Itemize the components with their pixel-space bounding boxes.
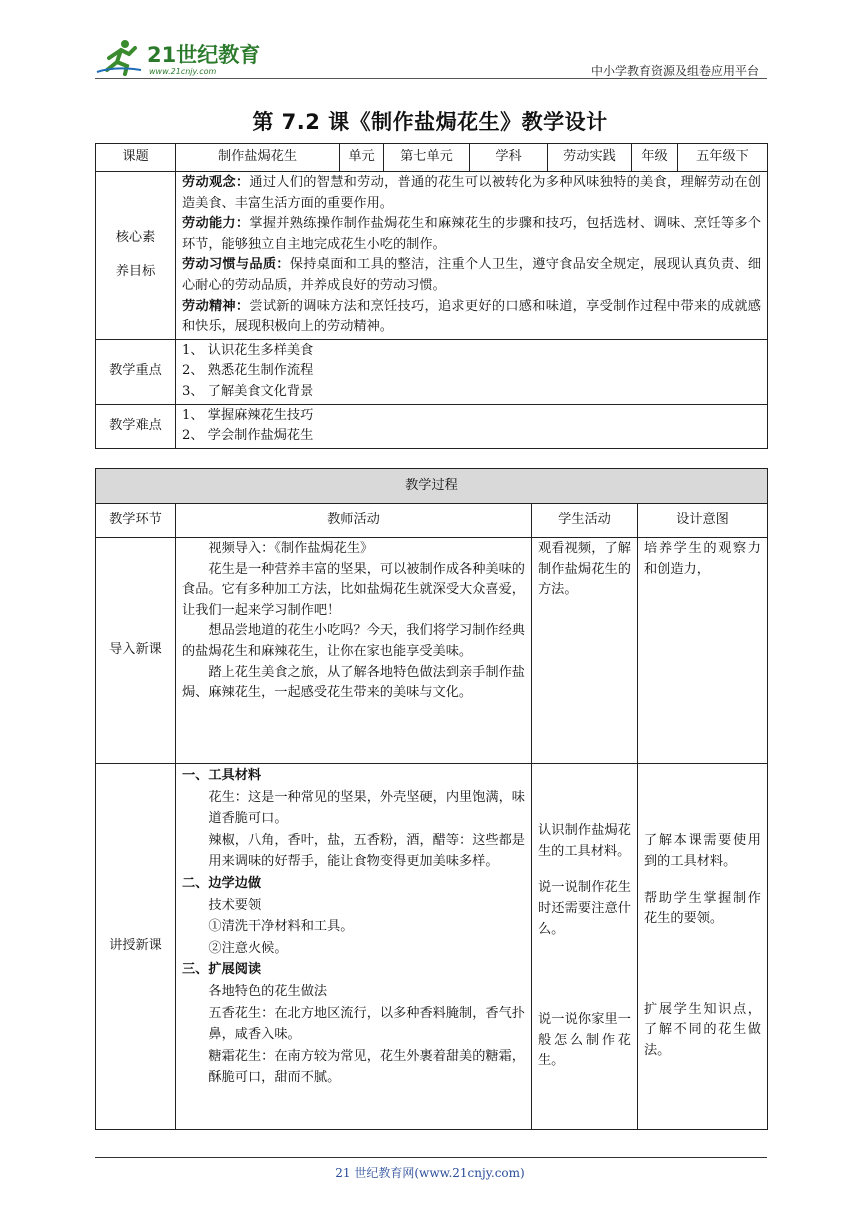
subject-label: 学科 <box>470 144 548 172</box>
site-logo <box>95 36 260 78</box>
intro-paragraph: 踏上花生美食之旅，从了解各地特色做法到亲手制作盐焗、麻辣花生，一起感受花生带来的美味与文化。 <box>182 664 525 701</box>
runner-icon <box>97 40 141 74</box>
process-columns-row <box>96 504 768 538</box>
difficulties-row <box>96 404 768 448</box>
teach-paragraph: 五香花生：在北方地区流行，以多种香料腌制，香气扑鼻，咸香入味。 <box>208 1005 525 1043</box>
teach-paragraph: ①清洗干净材料和工具。 <box>208 919 354 935</box>
goals-label: 核心素 养目标 <box>96 172 176 340</box>
intro-paragraph: 花生是一种营养丰富的坚果，可以被制作成各种美味的食品。它有多种加工方法，比如盐焗花生就深受大众喜爱，让我们一起来学习制作吧！ <box>182 561 525 618</box>
process-heading: 教学过程 <box>96 469 768 504</box>
key-point-item: 3、 了解美食文化背景 <box>182 383 314 399</box>
goals-content <box>176 172 768 340</box>
intro-intent: 培养学生的观察力和创造力， <box>638 538 768 764</box>
goal-item: 劳动精神：尝试新的调味方法和烹饪技巧，追求更好的口感和味道，享受制作过程中带来的成就感和快乐，展现积极向上的劳动精神。 <box>182 298 761 335</box>
intro-student: 观看视频，了解制作盐焗花生的方法。 <box>532 538 638 764</box>
teach-paragraph: ②注意火候。 <box>208 940 288 956</box>
intro-paragraph: 想品尝地道的花生小吃吗？今天，我们将学习制作经典的盐焗花生和麻辣花生，让你在家也能享受美味。 <box>182 623 525 659</box>
svg-text:21世纪教育: 21世纪教育 <box>147 43 260 67</box>
goal-item: 劳动观念：通过人们的智慧和劳动，普通的花生可以被转化为多种风味独特的美食，理解劳动在创造美食、丰富生活方面的重要作用。 <box>182 175 761 211</box>
student-activity: 说一说你家里一般怎么制作花生。 <box>538 1012 631 1069</box>
column-header: 学生活动 <box>532 504 638 538</box>
svg-text:www.21cnjy.com: www.21cnjy.com <box>149 67 217 76</box>
teach-paragraph: 花生：这是一种常见的坚果，外壳坚硬，内里饱满，味道香脆可口。 <box>208 789 525 827</box>
column-header: 设计意图 <box>638 504 768 538</box>
intro-teacher <box>176 538 532 764</box>
design-intent: 扩展学生知识点，了解不同的花生做法。 <box>644 1001 761 1058</box>
grade-value: 五年级下 <box>678 144 768 172</box>
teach-student <box>532 764 638 1130</box>
topic-label: 课题 <box>96 144 176 172</box>
difficulties-content <box>176 404 768 448</box>
difficulty-item: 2、 学会制作盐焗花生 <box>182 428 314 444</box>
column-header: 教师活动 <box>176 504 532 538</box>
key-point-item: 2、 熟悉花生制作流程 <box>182 363 314 379</box>
teach-teacher <box>176 764 532 1130</box>
process-heading-row <box>96 469 768 504</box>
teach-paragraph: 各地特色的花生做法 <box>208 983 328 999</box>
unit-label: 单元 <box>340 144 384 172</box>
footer-divider <box>95 1157 767 1158</box>
difficulty-item: 1、 掌握麻辣花生技巧 <box>182 407 314 423</box>
topic-value: 制作盐焗花生 <box>176 144 340 172</box>
student-activity: 认识制作盐焗花生的工具材料。 <box>538 823 631 859</box>
key-point-item: 1、 认识花生多样美食 <box>182 342 314 358</box>
difficulties-label: 教学难点 <box>96 404 176 448</box>
header-divider <box>95 78 767 79</box>
intro-stage: 导入新课 <box>96 538 176 764</box>
section-title: 一、工具材料 <box>182 768 262 783</box>
teach-paragraph: 辣椒，八角，香叶，盐，五香粉，酒，醋等：这些都是用来调味的好帮手，能让食物变得更加美味多样。 <box>208 832 525 870</box>
grade-label: 年级 <box>632 144 678 172</box>
goal-item: 劳动能力：掌握并熟练操作制作盐焗花生和麻辣花生的步骤和技巧，包括选材、调味、烹饪等多个环节，能够独立自主地完成花生小吃的制作。 <box>182 216 761 252</box>
info-row <box>96 144 768 172</box>
page-header <box>95 30 765 80</box>
footer-link[interactable]: 21 世纪教育网(www.21cnjy.com) <box>335 1166 525 1180</box>
unit-value: 第七单元 <box>384 144 470 172</box>
section-title: 二、边学边做 <box>182 875 262 891</box>
process-table <box>95 468 768 1130</box>
goal-item: 劳动习惯与品质：保持桌面和工具的整洁，注重个人卫生，遵守食品安全规定，展现认真负责、细心耐心的劳动品质，并养成良好的劳动习惯。 <box>182 257 762 293</box>
column-header: 教学环节 <box>96 504 176 538</box>
key-points-label: 教学重点 <box>96 339 176 404</box>
student-activity: 说一说制作花生时还需要注意什么。 <box>538 880 631 937</box>
teach-stage: 讲授新课 <box>96 764 176 1130</box>
teach-intent <box>638 764 768 1130</box>
key-points-content <box>176 339 768 404</box>
teach-paragraph: 糖霜花生：在南方较为常见，花生外裹着甜美的糖霜，酥脆可口，甜而不腻。 <box>208 1048 525 1086</box>
section-title: 三、扩展阅读 <box>182 962 262 978</box>
teach-row <box>96 764 768 1130</box>
platform-name: 中小学教育资源及组卷应用平台 <box>590 64 759 78</box>
goals-row <box>96 172 768 340</box>
intro-paragraph: 视频导入：《制作盐焗花生》 <box>208 541 374 556</box>
teach-paragraph: 技术要领 <box>208 897 262 913</box>
key-points-row <box>96 339 768 404</box>
page-title: 第 7.2 课《制作盐焗花生》教学设计 <box>252 110 608 134</box>
design-intent: 了解本课需要使用到的工具材料。 <box>644 833 761 870</box>
design-intent: 帮助学生掌握制作花生的要领。 <box>644 890 761 927</box>
intro-row <box>96 538 768 764</box>
lesson-info-table <box>95 143 768 449</box>
subject-value: 劳动实践 <box>548 144 632 172</box>
